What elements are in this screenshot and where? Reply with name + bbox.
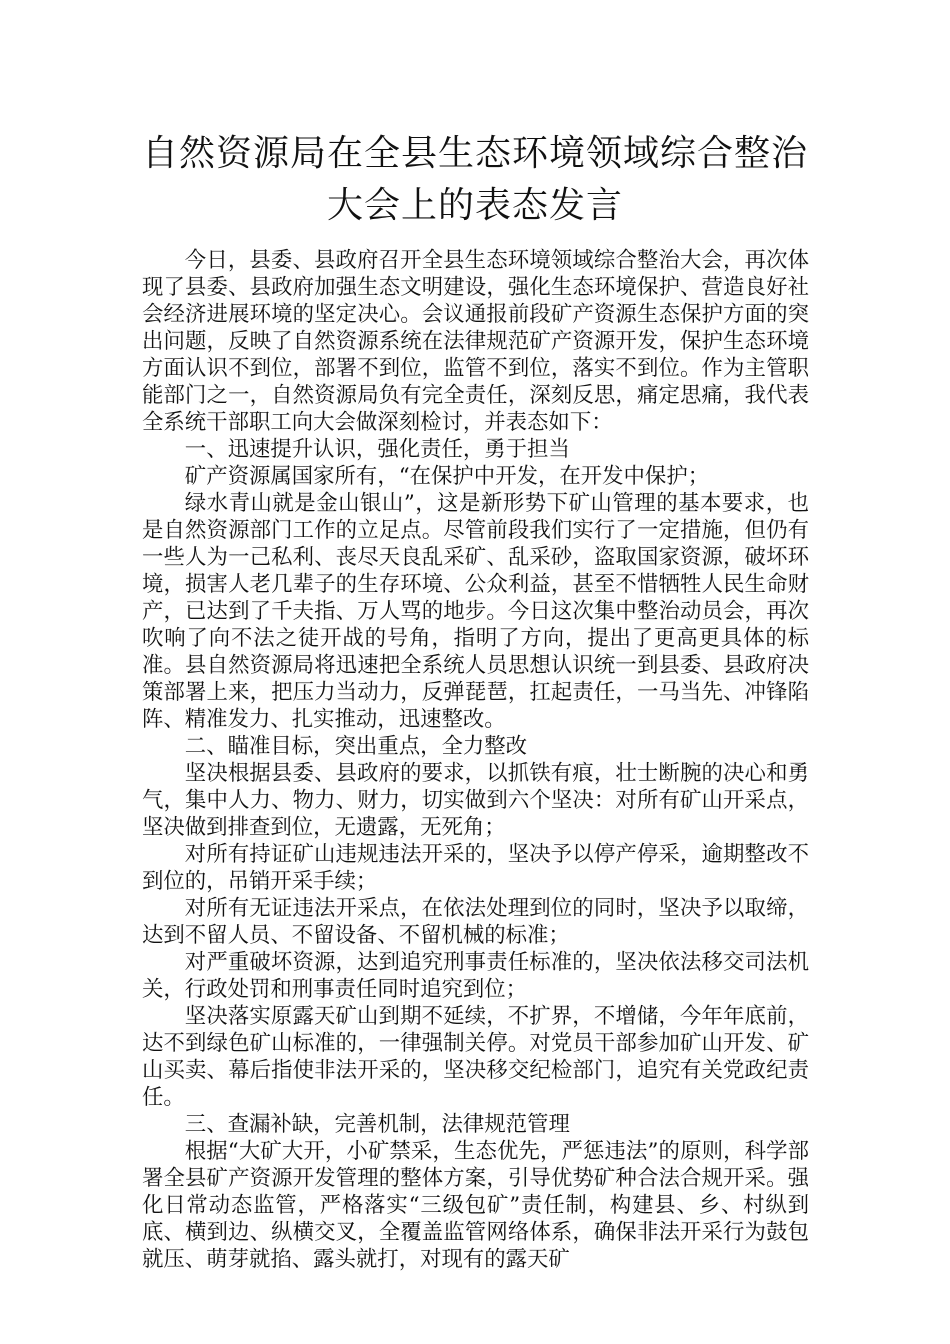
- title-line-1: 自然资源局在全县生态环境领域综合整治: [141, 133, 808, 174]
- document-body: [142, 247, 809, 1273]
- paragraph: 矿产资源属国家所有，“在保护中开发，在开发中保护；: [184, 464, 710, 489]
- paragraph-intro: 今日，县委、县政府召开全县生态环境领域综合整治大会，再次体现了县委、县政府加强生态文明建设，强化生态环境保护、营造良好社会经济进展环境的坚定决心。会议通报前段矿产资源生态保护方面的突出问题，反映了自然资源系统在法律规范矿产资源开发，保护生态环境方面认识不到位，部署不到位，监管不到位，落实不到位。作为主管职能部门之一，自然资源局负有完全责任，深刻反思，痛定思痛，我代表全系统干部职工向大会做深刻检讨，并表态如下：: [142, 248, 809, 435]
- title-line-2: 大会上的表态发言: [326, 185, 623, 226]
- paragraph: 对严重破坏资源，达到追究刑事责任标准的，坚决依法移交司法机关，行政处罚和刑事责任同时追究到位；: [142, 950, 809, 1002]
- paragraph: 根据“大矿大开，小矿禁采，生态优先，严惩违法”的原则，科学部署全县矿产资源开发管理的整体方案，引导优势矿种合法合规开采。强化日常动态监管，严格落实“三级包矿”责任制，构建县、乡、村纵到底、横到边、纵横交叉，全覆盖监管网络体系，确保非法开采行为鼓包就压、萌芽就掐、露头就打，对现有的露天矿: [142, 1139, 809, 1272]
- paragraph: 坚决根据县委、县政府的要求，以抓铁有痕，壮士断腕的决心和勇气，集中人力、物力、财力，切实做到六个坚决：对所有矿山开采点，坚决做到排查到位，无遗露，无死角；: [142, 761, 809, 840]
- paragraph: 绿水青山就是金山银山”，这是新形势下矿山管理的基本要求，也是自然资源部门工作的立足点。尽管前段我们实行了一定措施，但仍有一些人为一己私利、丧尽天良乱采矿、乱采砂，盗取国家资源，破坏环境，损害人老几辈子的生存环境、公众利益，甚至不惜牺牲人民生命财产，已达到了千夫指、万人骂的地步。今日这次集中整治动员会，再次吹响了向不法之徒开战的号角，指明了方向，提出了更高更具体的标准。县自然资源局将迅速把全系统人员思想认识统一到县委、县政府决策部署上来，把压力当动力，反弹琵琶，扛起责任，一马当先、冲锋陷阵、精准发力、扎实推动，迅速整改。: [142, 491, 809, 732]
- paragraph: 对所有无证违法开采点，在依法处理到位的同时，坚决予以取缔，达到不留人员、不留设备、不留机械的标准；: [142, 896, 809, 948]
- paragraph: 坚决落实原露天矿山到期不延续，不扩界，不增储，今年年底前，达不到绿色矿山标准的，一律强制关停。对党员干部参加矿山开发、矿山买卖、幕后指使非法开采的，坚决移交纪检部门，追究有关党政纪责任。: [142, 1004, 809, 1110]
- section-heading-3: 三、查漏补缺，完善机制，法律规范管理: [184, 1112, 570, 1137]
- section-heading-2: 二、瞄准目标，突出重点，全力整改: [184, 734, 528, 759]
- paragraph: 对所有持证矿山违规违法开采的，坚决予以停产停采，逾期整改不到位的，吊销开采手续；: [142, 842, 809, 894]
- document-title: [120, 128, 830, 232]
- section-heading-1: 一、迅速提升认识，强化责任，勇于担当: [184, 437, 570, 462]
